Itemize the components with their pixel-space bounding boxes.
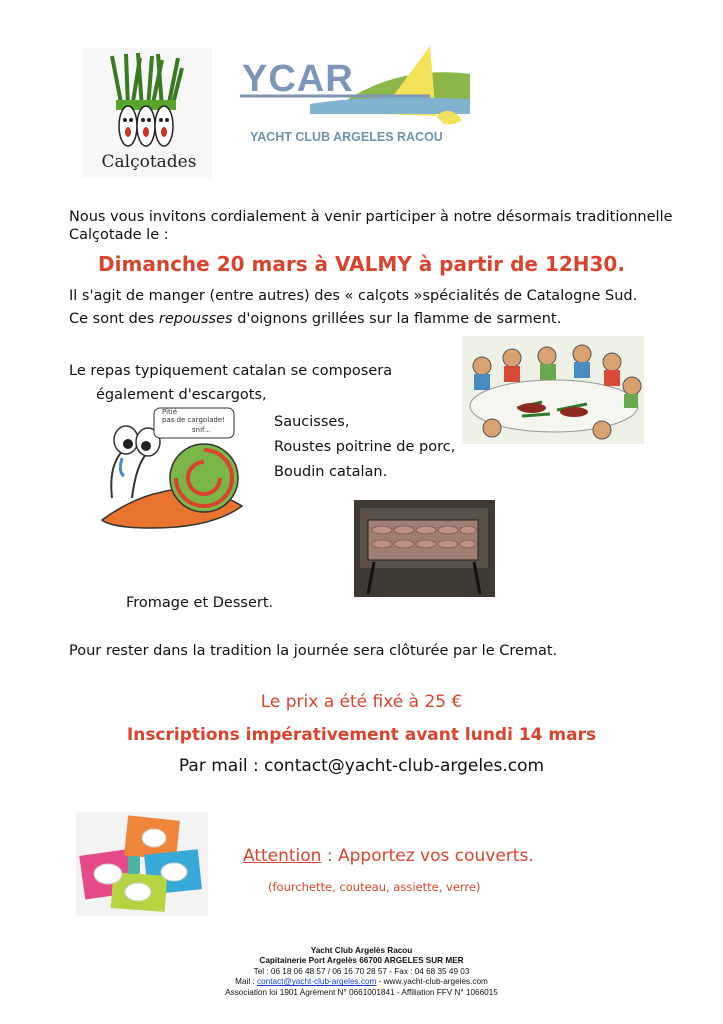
menu-item-saucisses: Saucisses, (274, 414, 350, 430)
menu-item-fromage: Fromage et Dessert. (126, 595, 274, 611)
intro-line-2: Calçotade le : (69, 227, 169, 243)
description-prefix: Ce sont des (69, 311, 159, 327)
description-line-1: Il s'agit de manger (entre autres) des « calçots »spécialités de Catalogne Sud. (69, 288, 638, 304)
mail-line: Par mail : contact@yacht-club-argeles.com (178, 756, 545, 776)
attention-label: Attention (243, 846, 322, 866)
description-italic: repousses (158, 311, 233, 327)
menu-item-escargots: également d'escargots, (96, 387, 267, 403)
footer (0, 946, 723, 998)
inscriptions-line: Inscriptions impérativement avant lundi 14 mars (126, 725, 597, 745)
snail-bubble-line-2: pas de cargolade! (162, 416, 225, 424)
cremat-line: Pour rester dans la tradition la journée sera clôturée par le Cremat. (69, 643, 558, 659)
intro-line-1: Nous vous invitons cordialement à venir participer à notre désormais traditionnelle (69, 209, 673, 225)
snail-bubble-line-3: snif... (192, 426, 211, 434)
description-line-2 (69, 310, 561, 328)
menu-item-boudin: Boudin catalan. (274, 464, 388, 480)
attention-line (243, 846, 534, 866)
menu-item-roustes: Roustes poitrine de porc, (274, 439, 456, 455)
ycar-name: YCAR (242, 58, 354, 100)
grill-photo (354, 500, 495, 597)
snail-bubble-line-1: Pitié (162, 408, 178, 416)
footer-mail-prefix: Mail : (235, 977, 257, 987)
price-line: Le prix a été fixé à 25 € (260, 692, 463, 712)
footer-club: Yacht Club Argelès Racou (310, 946, 413, 955)
footer-mail (0, 977, 723, 987)
ycar-logo (240, 44, 472, 156)
calcotades-label: Calçotades (101, 152, 197, 172)
attention-detail: (fourchette, couteau, assiette, verre) (268, 880, 481, 894)
attention-text: : Apportez vos couverts. (321, 846, 534, 866)
ycar-full-name: YACHT CLUB ARGELES RACOU (250, 130, 443, 144)
event-date: Dimanche 20 mars à VALMY à partir de 12H30. (98, 252, 625, 276)
menu-intro: Le repas typiquement catalan se composera (69, 363, 393, 379)
footer-website: - www.yacht-club-argeles.com (376, 977, 488, 987)
calcotades-logo (82, 48, 212, 178)
snail-cartoon (92, 402, 262, 532)
footer-mail-link[interactable]: contact@yacht-club-argeles.com (257, 977, 377, 987)
description-suffix: d'oignons grillées sur la flamme de sarment. (232, 311, 562, 327)
feast-illustration (462, 336, 644, 444)
footer-association: Association loi 1901 Agrément N° 0661001841 - Affiliation FFV N° 1066015 (225, 987, 498, 997)
footer-phones: Tel : 06 18 06 48 57 / 06 16 70 28 57 - Fax : 04 68 35 49 03 (253, 966, 470, 976)
footer-address: Capitainerie Port Argelès 66700 ARGELES SUR MER (259, 956, 464, 966)
tableware-photo (76, 812, 208, 916)
